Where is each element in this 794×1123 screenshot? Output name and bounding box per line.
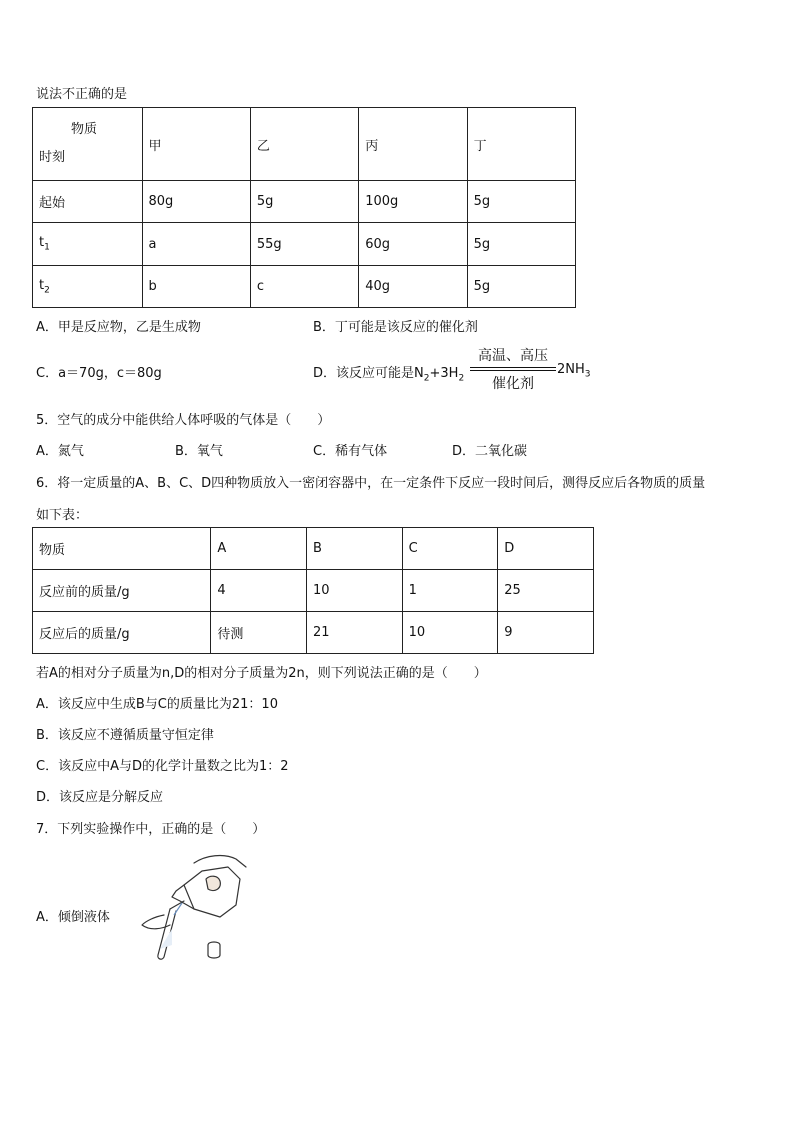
reagent-bottle-icon (184, 867, 240, 917)
q4-option-c: C．a＝70g，c＝80g (36, 366, 162, 381)
q4-option-a: A．甲是反应物，乙是生成物 (36, 320, 201, 335)
table-cell: 4 (211, 570, 307, 612)
row-label-cell: $t_1$ (33, 223, 143, 266)
table-cell: c (250, 266, 358, 308)
upper-hand-outline (194, 856, 246, 867)
q6-followup: 若A的相对分子质量为n,D的相对分子质量为2n，则下列说法正确的是（ ） (36, 666, 487, 681)
table-cell: b (142, 266, 250, 308)
condition-bottom: 催化剂 (492, 376, 534, 392)
test-tube-icon (158, 909, 176, 959)
q6-option-c: C．该反应中A与D的化学计量数之比为1：2 (36, 759, 289, 774)
data-table-1 (32, 107, 576, 308)
q4-option-b: B．丁可能是该反应的催化剂 (313, 320, 478, 335)
table-header-cell: 甲 (142, 108, 250, 181)
reaction-conditions (470, 345, 556, 393)
table-cell: 1 (402, 570, 498, 612)
table-row (33, 612, 594, 654)
q6-stem-line2: 如下表： (36, 508, 89, 523)
q6-option-d: D．该反应是分解反应 (36, 790, 164, 805)
table-cell: a (142, 223, 250, 266)
table-header-cell: 物质 (33, 528, 211, 570)
table-cell: 10 (402, 612, 498, 654)
data-table-2 (32, 527, 594, 654)
table-cell: 21 (306, 612, 402, 654)
equals-bar-bottom (470, 370, 556, 371)
table-corner-cell (33, 108, 143, 181)
q6-option-a: A．该反应中生成B与C的质量比为21：10 (36, 697, 278, 712)
q6-option-b: B．该反应不遵循质量守恒定律 (36, 728, 214, 743)
condition-top: 高温、高压 (478, 348, 548, 364)
table-header-cell: B (306, 528, 402, 570)
table-cell: 10 (306, 570, 402, 612)
table-header-cell: 丙 (359, 108, 467, 181)
table-cell: 反应后的质量/g (33, 612, 211, 654)
bottle-stopper-icon (208, 942, 220, 958)
equals-bar-top (470, 367, 556, 368)
table-cell: 5g (467, 181, 575, 223)
table-cell: 9 (498, 612, 594, 654)
q5-option-a: A．氮气 (36, 444, 84, 459)
q5-option-b: B．氧气 (175, 444, 223, 459)
table-header-cell: 丁 (467, 108, 575, 181)
pouring-liquid-illustration (124, 845, 254, 963)
table-cell: 60g (359, 223, 467, 266)
table-header-cell: D (498, 528, 594, 570)
table-row (33, 570, 594, 612)
row-label-cell: $t_2$ (33, 266, 143, 308)
table-header-cell: A (211, 528, 307, 570)
table-row (33, 266, 576, 308)
intro-text: 说法不正确的是 (36, 87, 128, 102)
table-cell: 反应前的质量/g (33, 570, 211, 612)
table-cell: 5g (250, 181, 358, 223)
table-cell: 待测 (211, 612, 307, 654)
table-cell: 55g (250, 223, 358, 266)
row-label-cell: 起始 (33, 181, 143, 223)
table-cell: 25 (498, 570, 594, 612)
table-header-row (33, 528, 594, 570)
reaction-product: $2NH_3$ (557, 362, 591, 380)
q7-option-a: A．倾倒液体 (36, 910, 110, 925)
q7-stem: 7．下列实验操作中，正确的是（ ） (36, 822, 266, 837)
q4-option-d: D．该反应可能是$N_2+3H_2$ (313, 366, 465, 384)
corner-top-label: 物质 (71, 122, 98, 137)
table-cell: 80g (142, 181, 250, 223)
table-cell: 100g (359, 181, 467, 223)
q6-stem-line1: 6．将一定质量的A、B、C、D四种物质放入一密闭容器中，在一定条件下反应一段时间后，测得反应后各物质的质量 (36, 476, 706, 491)
table-cell: 40g (359, 266, 467, 308)
table-header-cell: C (402, 528, 498, 570)
q5-option-c: C．稀有气体 (313, 444, 388, 459)
table-row (33, 223, 576, 266)
table-row (33, 181, 576, 223)
q5-option-d: D．二氧化碳 (452, 444, 528, 459)
corner-bottom-label: 时刻 (39, 150, 66, 165)
table-cell: 5g (467, 266, 575, 308)
table-cell: 5g (467, 223, 575, 266)
table-header-cell: 乙 (250, 108, 358, 181)
q5-stem: 5．空气的成分中能供给人体呼吸的气体是（ ） (36, 413, 331, 428)
